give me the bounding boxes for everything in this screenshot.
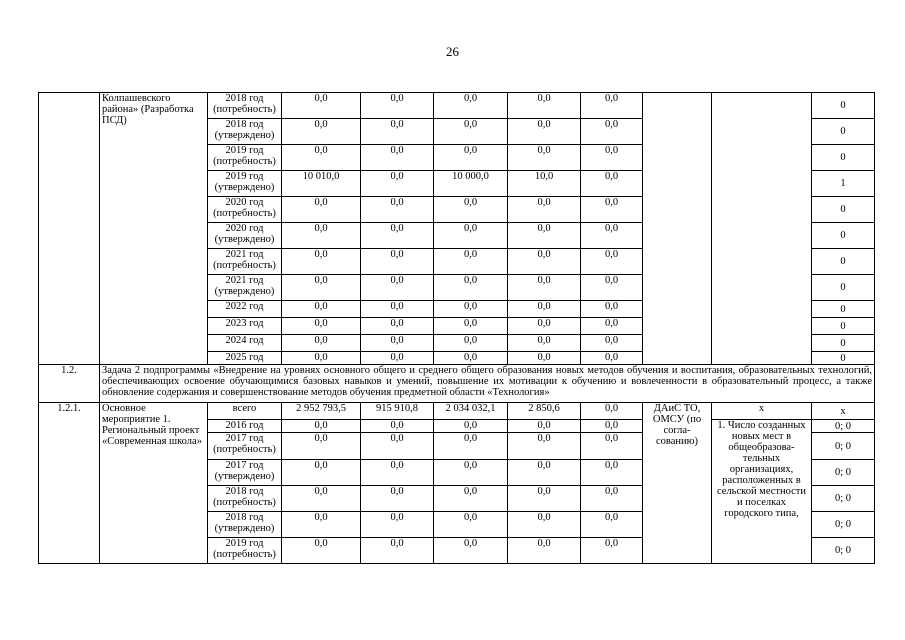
year-cell: 2021 год (потребность) [208, 249, 282, 275]
value-cell: 0,0 [282, 460, 361, 486]
value-cell: 0,0 [581, 433, 643, 460]
task-number-cell: 1.2. [39, 365, 100, 403]
year-cell: 2020 год (потребность) [208, 197, 282, 223]
year-cell: 2022 год [208, 301, 282, 318]
indicator-value-cell: 0; 0 [812, 420, 875, 433]
value-cell: 0,0 [434, 335, 508, 352]
year-cell: 2019 год (потребность) [208, 538, 282, 564]
event-name-cell: Основное мероприятие 1. Региональный проект «Современная школа» [100, 403, 208, 564]
year-cell: всего [208, 403, 282, 420]
indicator-value-cell: 0 [812, 352, 875, 365]
value-cell: 0,0 [434, 420, 508, 433]
value-cell: 0,0 [581, 486, 643, 512]
value-cell: 0,0 [361, 460, 434, 486]
value-cell: 0,0 [434, 93, 508, 119]
value-cell: 10,0 [508, 171, 581, 197]
value-cell: 0,0 [581, 145, 643, 171]
table-row [39, 93, 875, 119]
value-cell: 0,0 [282, 223, 361, 249]
year-cell: 2018 год (потребность) [208, 93, 282, 119]
value-cell: 0,0 [581, 420, 643, 433]
value-cell: 0,0 [434, 275, 508, 301]
year-cell: 2018 год (утверждено) [208, 512, 282, 538]
year-cell: 2019 год (утверждено) [208, 171, 282, 197]
value-cell: 0,0 [581, 403, 643, 420]
value-cell: 0,0 [581, 538, 643, 564]
indicator-value-header-x: x [812, 403, 875, 420]
value-cell: 0,0 [434, 145, 508, 171]
value-cell: 0,0 [508, 301, 581, 318]
value-cell: 0,0 [581, 223, 643, 249]
value-cell: 0,0 [361, 352, 434, 365]
indicator-value-cell: 0; 0 [812, 460, 875, 486]
value-cell: 0,0 [434, 197, 508, 223]
value-cell: 0,0 [581, 119, 643, 145]
value-cell: 0,0 [361, 275, 434, 301]
indicator-value-cell: 0; 0 [812, 433, 875, 460]
indicator-value-cell: 0 [812, 93, 875, 119]
value-cell: 0,0 [508, 512, 581, 538]
value-cell: 0,0 [581, 335, 643, 352]
indicator-value-cell: 0; 0 [812, 538, 875, 564]
row-number-cell [39, 93, 100, 365]
value-cell: 0,0 [508, 460, 581, 486]
value-cell: 0,0 [508, 433, 581, 460]
value-cell: 0,0 [508, 318, 581, 335]
value-cell: 0,0 [361, 249, 434, 275]
value-cell: 0,0 [581, 249, 643, 275]
value-cell: 0,0 [282, 249, 361, 275]
task-text-cell: Задача 2 подпрограммы «Внедрение на уровнях основного общего и среднего общего образования новых методов обучения и воспитания, образовательных технологий, обеспечивающих освоение обучающимися базовых навыков и умений, повышение их мотивации к обучению и вовлеченности в образовательный процесс, а также обновление содержания и совершенствование методов обучения предметной области «Технология» [100, 365, 875, 403]
value-cell: 0,0 [508, 538, 581, 564]
value-cell: 10 000,0 [434, 171, 508, 197]
value-cell: 0,0 [282, 538, 361, 564]
indicator-value-cell: 0; 0 [812, 512, 875, 538]
value-cell: 2 034 032,1 [434, 403, 508, 420]
executor-cell [643, 93, 712, 365]
value-cell: 0,0 [434, 223, 508, 249]
indicator-value-cell: 0 [812, 197, 875, 223]
indicator-value-cell: 0 [812, 249, 875, 275]
value-cell: 0,0 [282, 301, 361, 318]
year-cell: 2019 год (потребность) [208, 145, 282, 171]
value-cell: 0,0 [581, 275, 643, 301]
value-cell: 0,0 [361, 145, 434, 171]
value-cell: 0,0 [282, 335, 361, 352]
indicator-value-cell: 0; 0 [812, 486, 875, 512]
value-cell: 0,0 [434, 352, 508, 365]
value-cell: 0,0 [282, 145, 361, 171]
indicator-value-cell: 0 [812, 145, 875, 171]
value-cell: 0,0 [508, 486, 581, 512]
value-cell: 915 910,8 [361, 403, 434, 420]
value-cell: 0,0 [282, 318, 361, 335]
value-cell: 0,0 [282, 197, 361, 223]
indicator-cell [712, 93, 812, 365]
year-cell: 2017 год (утверждено) [208, 460, 282, 486]
value-cell: 0,0 [508, 275, 581, 301]
indicator-value-cell: 0 [812, 301, 875, 318]
indicator-cell: 1. Число созданных новых мест в общеобразова-тельных организациях, расположенных в сельской местности и поселках городского типа, [712, 420, 812, 564]
value-cell: 0,0 [361, 433, 434, 460]
value-cell: 0,0 [581, 318, 643, 335]
year-cell: 2023 год [208, 318, 282, 335]
value-cell: 10 010,0 [282, 171, 361, 197]
value-cell: 0,0 [361, 197, 434, 223]
indicator-value-cell: 0 [812, 275, 875, 301]
value-cell: 0,0 [361, 171, 434, 197]
year-cell: 2018 год (потребность) [208, 486, 282, 512]
value-cell: 0,0 [508, 249, 581, 275]
indicator-value-cell: 1 [812, 171, 875, 197]
indicator-value-cell: 0 [812, 318, 875, 335]
event-number-cell: 1.2.1. [39, 403, 100, 564]
value-cell: 0,0 [282, 275, 361, 301]
value-cell: 2 952 793,5 [282, 403, 361, 420]
value-cell: 2 850,6 [508, 403, 581, 420]
value-cell: 0,0 [581, 512, 643, 538]
value-cell: 0,0 [361, 223, 434, 249]
value-cell: 0,0 [282, 512, 361, 538]
value-cell: 0,0 [282, 352, 361, 365]
value-cell: 0,0 [361, 538, 434, 564]
value-cell: 0,0 [508, 145, 581, 171]
value-cell: 0,0 [282, 433, 361, 460]
value-cell: 0,0 [282, 119, 361, 145]
value-cell: 0,0 [361, 301, 434, 318]
value-cell: 0,0 [361, 420, 434, 433]
year-cell: 2025 год [208, 352, 282, 365]
value-cell: 0,0 [361, 318, 434, 335]
program-table [38, 92, 875, 564]
value-cell: 0,0 [581, 460, 643, 486]
value-cell: 0,0 [508, 352, 581, 365]
indicator-value-cell: 0 [812, 119, 875, 145]
value-cell: 0,0 [282, 486, 361, 512]
value-cell: 0,0 [434, 119, 508, 145]
table-row [39, 403, 875, 420]
value-cell: 0,0 [434, 538, 508, 564]
year-cell: 2021 год (утверждено) [208, 275, 282, 301]
value-cell: 0,0 [434, 433, 508, 460]
value-cell: 0,0 [434, 460, 508, 486]
value-cell: 0,0 [581, 93, 643, 119]
value-cell: 0,0 [508, 119, 581, 145]
year-cell: 2016 год [208, 420, 282, 433]
value-cell: 0,0 [508, 197, 581, 223]
value-cell: 0,0 [508, 93, 581, 119]
year-cell: 2018 год (утверждено) [208, 119, 282, 145]
value-cell: 0,0 [361, 512, 434, 538]
indicator-value-cell: 0 [812, 335, 875, 352]
value-cell: 0,0 [508, 420, 581, 433]
value-cell: 0,0 [434, 318, 508, 335]
value-cell: 0,0 [434, 301, 508, 318]
year-cell: 2017 год (потребность) [208, 433, 282, 460]
value-cell: 0,0 [581, 301, 643, 318]
value-cell: 0,0 [434, 249, 508, 275]
value-cell: 0,0 [361, 335, 434, 352]
value-cell: 0,0 [508, 223, 581, 249]
executor-cell: ДАиС ТО, ОМСУ (по согла-сованию) [643, 403, 712, 564]
page-number: 26 [446, 44, 459, 59]
value-cell: 0,0 [361, 119, 434, 145]
value-cell: 0,0 [361, 486, 434, 512]
value-cell: 0,0 [282, 93, 361, 119]
value-cell: 0,0 [508, 335, 581, 352]
value-cell: 0,0 [434, 486, 508, 512]
value-cell: 0,0 [581, 171, 643, 197]
value-cell: 0,0 [361, 93, 434, 119]
indicator-value-cell: 0 [812, 223, 875, 249]
value-cell: 0,0 [434, 512, 508, 538]
value-cell: 0,0 [581, 197, 643, 223]
event-name-cell: Колпашевского района» (Разработка ПСД) [100, 93, 208, 365]
value-cell: 0,0 [581, 352, 643, 365]
indicator-header-x: x [712, 403, 812, 420]
year-cell: 2020 год (утверждено) [208, 223, 282, 249]
value-cell: 0,0 [282, 420, 361, 433]
year-cell: 2024 год [208, 335, 282, 352]
task-row [39, 365, 875, 403]
